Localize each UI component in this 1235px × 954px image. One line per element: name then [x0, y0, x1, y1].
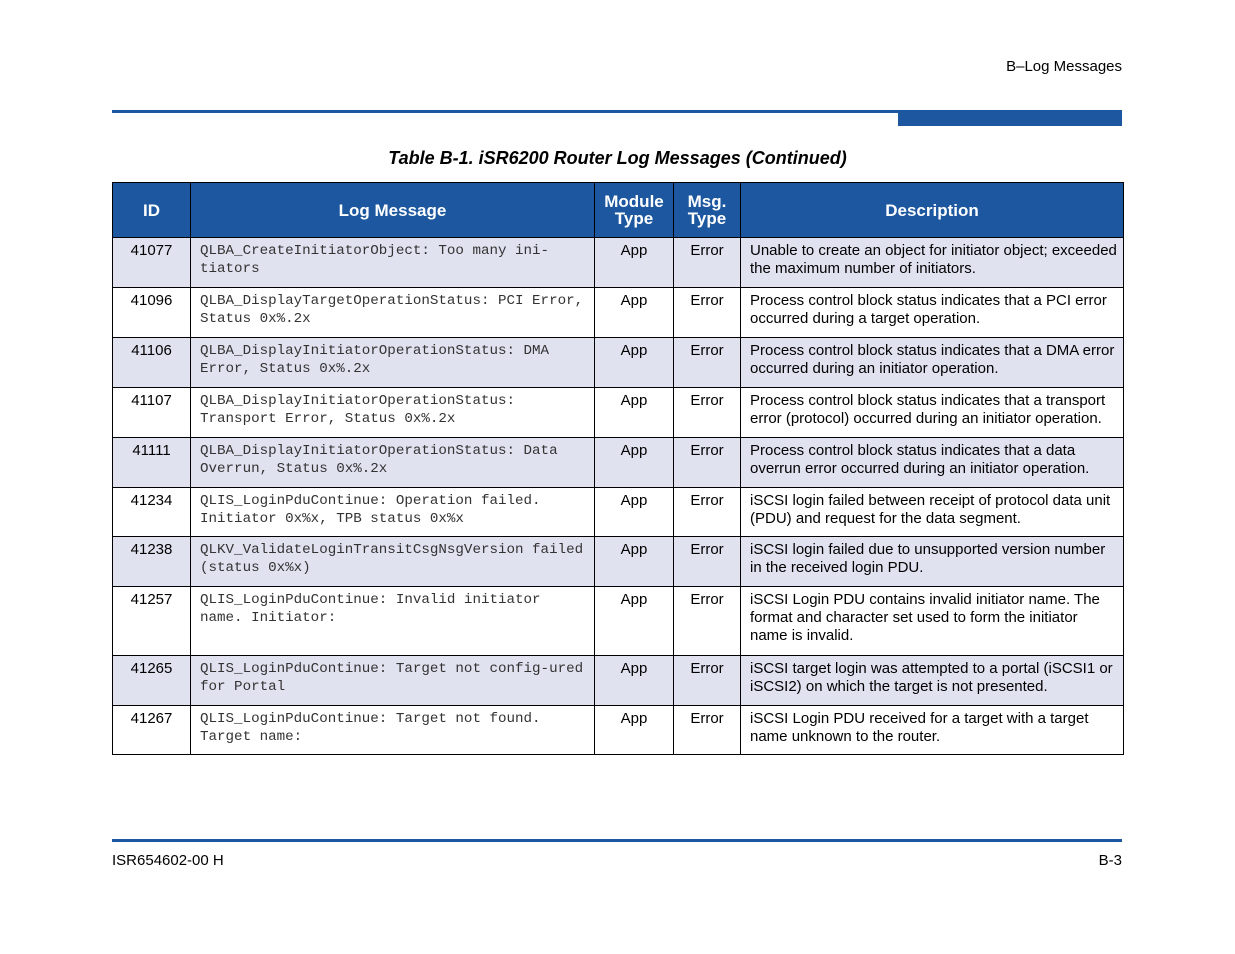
running-header: B–Log Messages — [1006, 58, 1122, 75]
table-row — [113, 438, 1124, 488]
log-messages-table — [112, 182, 1124, 755]
row-module-type: App — [595, 438, 674, 488]
table-caption: Table B-1. iSR6200 Router Log Messages (Continued) — [388, 148, 847, 168]
row-description: Process control block status indicates that a DMA error occurred during an initiator operation. — [741, 338, 1124, 388]
row-log-message: QLBA_CreateInitiatorObject: Too many ini-tiators — [191, 238, 595, 288]
col-header-description: Description — [741, 183, 1124, 238]
row-id: 41238 — [113, 537, 191, 587]
row-msg-type: Error — [674, 656, 741, 706]
row-log-message: QLBA_DisplayTargetOperationStatus: PCI Error, Status 0x%.2x — [191, 288, 595, 338]
header-rule — [112, 110, 898, 113]
row-module-type: App — [595, 706, 674, 755]
table-row — [113, 656, 1124, 706]
table-row — [113, 338, 1124, 388]
header-accent-block — [898, 110, 1122, 126]
table-row — [113, 706, 1124, 755]
row-log-message: QLBA_DisplayInitiatorOperationStatus: Data Overrun, Status 0x%.2x — [191, 438, 595, 488]
footer-doc-id: ISR654602-00 H — [112, 852, 224, 869]
col-header-id: ID — [113, 183, 191, 238]
row-module-type: App — [595, 656, 674, 706]
footer-rule — [112, 839, 1122, 842]
row-description: iSCSI login failed due to unsupported version number in the received login PDU. — [741, 537, 1124, 587]
row-msg-type: Error — [674, 288, 741, 338]
row-id: 41107 — [113, 388, 191, 438]
row-msg-type: Error — [674, 388, 741, 438]
table-row — [113, 288, 1124, 338]
row-module-type: App — [595, 587, 674, 656]
row-id: 41234 — [113, 488, 191, 537]
row-msg-type: Error — [674, 438, 741, 488]
row-log-message: QLKV_ValidateLoginTransitCsgNsgVersion failed (status 0x%x) — [191, 537, 595, 587]
row-id: 41077 — [113, 238, 191, 288]
table-row — [113, 388, 1124, 438]
row-msg-type: Error — [674, 338, 741, 388]
row-id: 41106 — [113, 338, 191, 388]
col-header-module-type: Module Type — [595, 183, 674, 238]
row-description: Process control block status indicates that a data overrun error occurred during an initiator operation. — [741, 438, 1124, 488]
row-module-type: App — [595, 338, 674, 388]
row-msg-type: Error — [674, 238, 741, 288]
row-description: iSCSI Login PDU contains invalid initiator name. The format and character set used to form the initiator name is invalid. — [741, 587, 1124, 656]
row-id: 41257 — [113, 587, 191, 656]
row-module-type: App — [595, 388, 674, 438]
col-header-msg-type: Msg. Type — [674, 183, 741, 238]
row-module-type: App — [595, 488, 674, 537]
footer-page-number: B-3 — [1098, 852, 1122, 869]
row-description: iSCSI Login PDU received for a target with a target name unknown to the router. — [741, 706, 1124, 755]
row-log-message: QLIS_LoginPduContinue: Operation failed. Initiator 0x%x, TPB status 0x%x — [191, 488, 595, 537]
row-module-type: App — [595, 537, 674, 587]
row-log-message: QLIS_LoginPduContinue: Invalid initiator name. Initiator: — [191, 587, 595, 656]
col-header-log-message: Log Message — [191, 183, 595, 238]
row-log-message: QLIS_LoginPduContinue: Target not found. Target name: — [191, 706, 595, 755]
row-description: iSCSI target login was attempted to a portal (iSCSI1 or iSCSI2) on which the target is not presented. — [741, 656, 1124, 706]
row-log-message: QLBA_DisplayInitiatorOperationStatus: DMA Error, Status 0x%.2x — [191, 338, 595, 388]
row-log-message: QLIS_LoginPduContinue: Target not config-ured for Portal — [191, 656, 595, 706]
row-id: 41265 — [113, 656, 191, 706]
row-msg-type: Error — [674, 706, 741, 755]
table-row — [113, 488, 1124, 537]
row-msg-type: Error — [674, 488, 741, 537]
row-id: 41267 — [113, 706, 191, 755]
row-description: Unable to create an object for initiator object; exceeded the maximum number of initiators. — [741, 238, 1124, 288]
table-row — [113, 537, 1124, 587]
row-id: 41111 — [113, 438, 191, 488]
row-id: 41096 — [113, 288, 191, 338]
row-module-type: App — [595, 288, 674, 338]
row-description: Process control block status indicates that a PCI error occurred during a target operation. — [741, 288, 1124, 338]
table-header-row — [113, 183, 1124, 238]
table-body — [113, 238, 1124, 755]
row-module-type: App — [595, 238, 674, 288]
row-msg-type: Error — [674, 537, 741, 587]
table-row — [113, 238, 1124, 288]
table-row — [113, 587, 1124, 656]
row-msg-type: Error — [674, 587, 741, 656]
row-description: Process control block status indicates that a transport error (protocol) occurred during an initiator operation. — [741, 388, 1124, 438]
row-description: iSCSI login failed between receipt of protocol data unit (PDU) and request for the data segment. — [741, 488, 1124, 537]
row-log-message: QLBA_DisplayInitiatorOperationStatus: Transport Error, Status 0x%.2x — [191, 388, 595, 438]
